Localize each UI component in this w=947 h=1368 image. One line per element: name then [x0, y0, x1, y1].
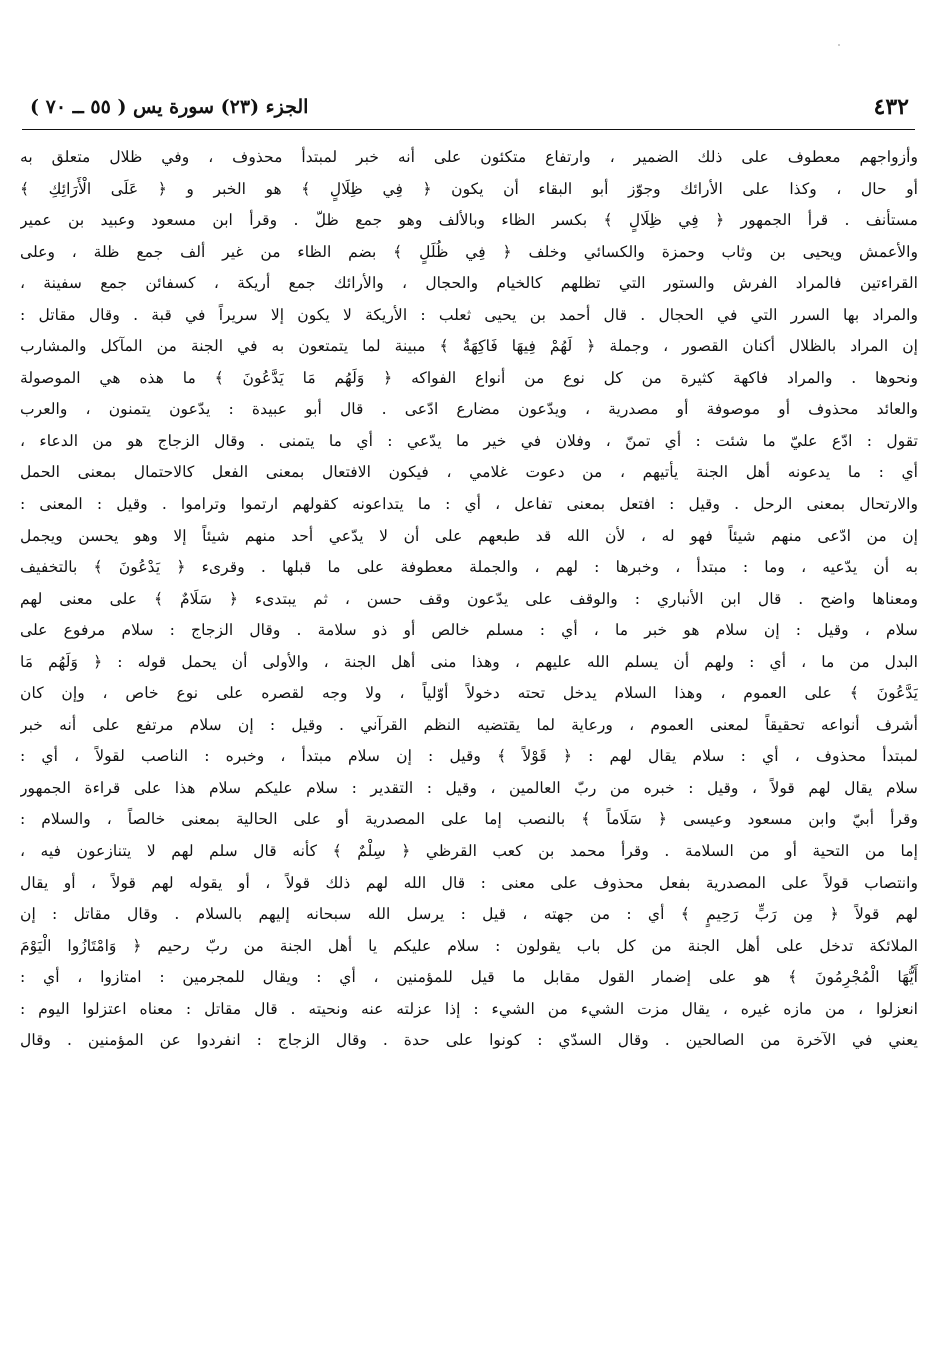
text-line: انعزلوا ، من مازه غيره ، يقال مزت الشيء من الشيء : إذا عزلته عنه ونحيته . قال مقاتل : معناه اعتزلوا اليوم : [20, 999, 918, 1018]
scan-speck [838, 44, 840, 46]
text-line: والأعمش ويحيى بن وثاب وحمزة والكسائي وخلف ﴿ فِي ظُلَلٍ ﴾ بضم الظاء من غير ألف جمع ظلة ، وعلى [20, 242, 918, 261]
page-header [22, 92, 915, 128]
text-line: وقرأ أبيّ وابن مسعود وعيسى ﴿ سَلَاماً ﴾ بالنصب إما على المصدرية أو على الحالية بمعنى خالصاً ، والسلام : [20, 810, 918, 829]
text-line: ونحوها . والمراد فاكهة كثيرة من كل نوع من أنواع الفواكه ﴿ وَلَهُم مَا يَدَّعُونَ ﴾ ما هذه هي الموصولة [20, 368, 918, 387]
text-line: مستأنف . قرأ الجمهور ﴿ فِي ظِلَالٍ ﴾ بكسر الظاء وبالألف وهو جمع ظلّ . وقرأ ابن مسعود وعبيد بن عمير [20, 211, 918, 230]
text-line: أَيُّهَا الْمُجْرِمُونَ ﴾ هو على إضمار القول مقابل ما قيل للمؤمنين ، أي : ويقال للمجرمين : امتازوا ، أي : [20, 968, 918, 987]
text-line: يَدَّعُونَ ﴾ على العموم ، وهذا السلام يدخل تحته دخولاً أوّلياً ، ولا وجه لقصره على نوع خاص ، وإن كان [20, 684, 918, 703]
text-line: سلام يقال لهم قولاً ، وقيل : خبره من ربّ العالمين ، وقيل : التقدير : سلام عليكم سلام هذا على قراءة الجمهور [20, 778, 918, 797]
page-number: ٤٣٢ [873, 94, 909, 120]
text-line: أو حال ، وكذا على الأرائك وجوّز أبو البقاء أن يكون ﴿ فِي ظِلَالٍ ﴾ هو الخبر و ﴿ عَلَى الْأَرَائِكِ ﴾ [20, 179, 918, 198]
text-line: وأزواجهم معطوف على ذلك الضمير ، وارتفاع متكئون على أنه خبر لمبتدأ محذوف ، وفي ظلال متعلق به [20, 148, 918, 166]
text-line: لهم قولاً ﴿ مِن رَبٍّ رَحِيمٍ ﴾ أي : من جهته ، قيل : يرسل الله سبحانه إليهم بالسلام . وقال مقاتل : إن [20, 905, 918, 924]
text-line: والمراد بها السرر التي في الحجال . قال أحمد بن يحيى ثعلب : الأريكة لا يكون إلا سريراً في قبة . وقال مقاتل : [20, 305, 918, 324]
text-line: القراءتين فالمراد الفرش والستور التي تظلهم كالخيام والحجال ، والأرائك جمع أريكة ، كسفائن جمع سفينة ، [20, 274, 918, 293]
page-body [20, 142, 918, 1057]
text-line: البدل من ما ، أي : ولهم أن يسلم الله عليهم ، وهذا منى أهل الجنة ، والأولى أن يحمل قوله : ﴿ وَلَهُم مَا [20, 652, 918, 671]
text-line: ومعناها واضح . قال ابن الأنباري : والوقف على يدّعون وقف حسن ، ثم يبتدىء ﴿ سَلَامٌ ﴾ على معنى لهم [20, 589, 918, 608]
text-line: إن المراد بالظلال أكنان القصور ، وجملة ﴿ لَهُمْ فِيهَا فَاكِهَةٌ ﴾ مبينة لما يتمتعون به في الجنة من المآكل والمشارب [20, 337, 918, 356]
text-line: سلام ، وقيل : إن سلام هو خبر ما ، أي : مسلم خالص أو ذو سلامة . وقال الزجاج : سلام مرفوع على [20, 621, 918, 640]
text-line: لمبتدأ محذوف ، أي : سلام يقال لهم : ﴿ قَوْلاً ﴾ وقيل : إن سلام مبتدأ ، وخبره : الناصب لقولاً ، أي : [20, 747, 918, 766]
text-line: والعائد محذوف أو موصوفة أو مصدرية ، ويدّعون مضارع ادّعى . قال أبو عبيدة : يدّعون يتمنون ، والعرب [20, 400, 918, 419]
running-head: الجزء (٢٣) سورة يس ( ٥٥ ــ ٧٠ ) [30, 96, 309, 118]
text-line: والارتحال بمعنى الرحل . وقيل : افتعل بمعنى تفاعل ، أي : ما يتداعونه كقولهم ارتموا وتراموا . وقيل : المعنى : [20, 495, 918, 514]
header-rule [22, 129, 915, 130]
text-line: وانتصاب قولاً على المصدرية بفعل محذوف على معنى : قال الله لهم ذلك قولاً ، أو يقوله لهم قولاً ، أو يقال [20, 873, 918, 892]
text-line: يعني في الآخرة من الصالحين . وقال السدّي : كونوا على حدة . وقال الزجاج : انفردوا عن المؤمنين . وقال [20, 1031, 918, 1050]
text-line: أي : ما يدعونه أهل الجنة يأتيهم ، من دعوت غلامي ، فيكون الافتعال بمعنى الفعل كالاحتمال بمعنى الحمل [20, 463, 918, 482]
text-line: تقول : ادّع عليّ ما شئت : أي تمنّ ، وفلان في خير ما يدّعي : أي ما يتمنى . وقال الزجاج هو من الدعاء ، [20, 431, 918, 450]
text-line: إن من ادّعى منهم شيئاً فهو له ، لأن الله قد طبعهم على أن لا يدّعي أحد منهم شيئاً إلا وهو يحسن ويجمل [20, 526, 918, 545]
text-line: إما من التحية أو من السلامة . وقرأ محمد بن كعب القرظي ﴿ سِلْمٌ ﴾ كأنه قال سلم لهم لا يتنازعون فيه ، [20, 842, 918, 861]
text-line: به أن يدّعيه ، وما : مبتدأ ، وخبرها : لهم ، والجملة معطوفة على ما قبلها . وقرىء ﴿ يَدْعُونَ ﴾ بالتخفيف [20, 558, 918, 577]
text-line: الملائكة تدخل على أهل الجنة من كل باب يقولون : سلام عليكم يا أهل الجنة من ربّ رحيم ﴿ وَامْتَازُوا الْيَوْمَ [20, 936, 918, 955]
text-line: أشرف أنواعه تحقيقاً لمعنى العموم ، ورعاية لما يقتضيه النظم القرآني . وقيل : إن سلام مرتفع على أنه خبر [20, 715, 918, 734]
